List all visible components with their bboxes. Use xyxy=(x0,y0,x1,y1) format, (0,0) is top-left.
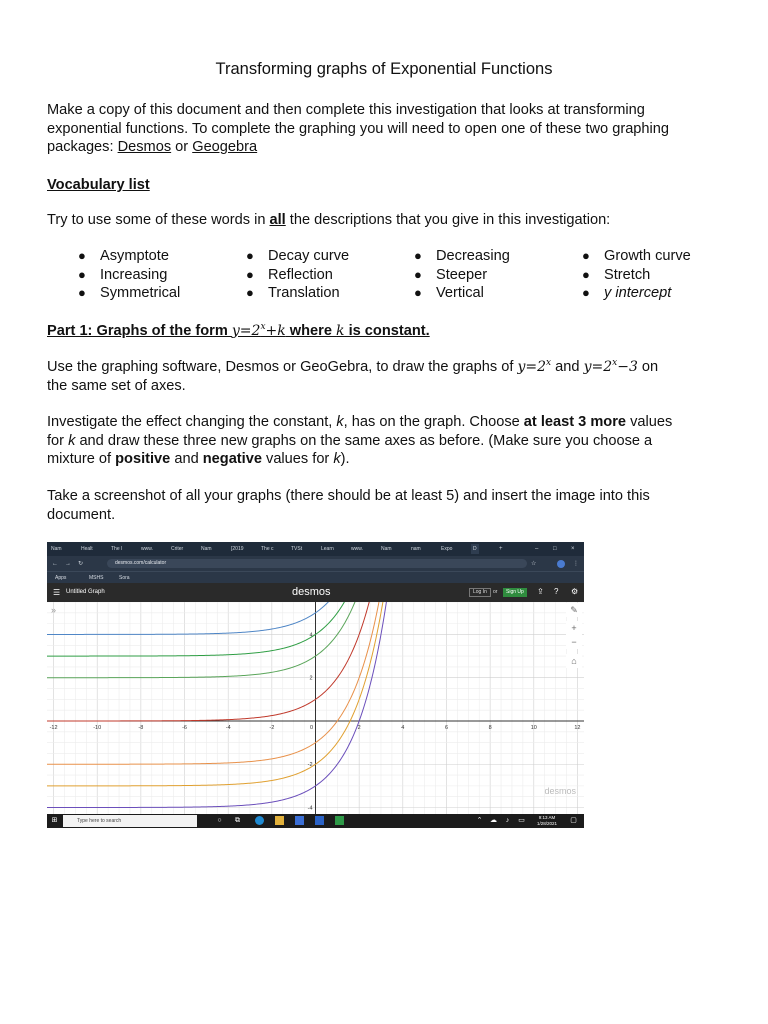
browser-tab[interactable]: [2019 xyxy=(231,546,244,552)
list-item: ● y intercept xyxy=(582,285,672,302)
bookmark-item[interactable]: MSHS xyxy=(89,575,104,581)
vocab-column-4 xyxy=(582,248,691,304)
list-item: ● Reflection xyxy=(246,266,333,283)
zoom-in-button[interactable]: + xyxy=(566,621,582,635)
browser-tab[interactable]: nam xyxy=(411,546,421,552)
x-tick-label: 0 xyxy=(309,724,314,731)
vocab-column-3 xyxy=(414,248,510,304)
or-label: or xyxy=(493,589,498,595)
list-item: ● Stretch xyxy=(582,266,651,283)
cortana-icon[interactable]: ○ xyxy=(217,817,222,824)
forward-icon[interactable]: → xyxy=(65,561,71,567)
browser-tab[interactable]: Criter xyxy=(171,546,184,552)
windows-icon[interactable]: ⊞ xyxy=(51,817,58,824)
help-icon[interactable]: ? xyxy=(554,587,559,596)
avatar[interactable] xyxy=(557,560,565,568)
series-line xyxy=(47,602,392,808)
login-button[interactable]: Log In xyxy=(469,588,491,597)
star-icon[interactable]: ☆ xyxy=(531,561,537,567)
list-item: ● Translation xyxy=(246,285,340,302)
signup-button[interactable]: Sign Up xyxy=(503,588,527,597)
instruction-paragraph-3: Take a screenshot of all your graphs (there should be at least 5) and insert the image into this document. xyxy=(47,488,650,523)
settings-icon[interactable]: ⚙ xyxy=(571,587,579,596)
close-icon[interactable]: × xyxy=(571,546,575,552)
browser-tab[interactable]: Nam xyxy=(381,546,392,552)
minimize-icon[interactable]: – xyxy=(535,546,539,552)
intro-line-1: Make a copy of this document and then complete this investigation that looks at transforming xyxy=(47,102,645,118)
intro-paragraph xyxy=(47,101,723,157)
x-tick-label: -8 xyxy=(138,724,144,731)
geogebra-link[interactable]: Geogebra xyxy=(192,139,258,155)
wrench-icon[interactable]: ✎ xyxy=(566,603,582,617)
browser-tab[interactable]: Nam xyxy=(51,546,62,552)
x-tick-label: 4 xyxy=(401,724,405,731)
vocab-instructions: Try to use some of these words in all the descriptions that you give in this investigation: xyxy=(47,212,611,228)
browser-tab[interactable]: The I xyxy=(111,546,123,552)
home-icon[interactable]: ⌂ xyxy=(566,654,582,668)
x-tick-label: -4 xyxy=(225,724,231,731)
list-item: ● Increasing xyxy=(78,266,168,283)
bookmark-item[interactable]: Apps xyxy=(55,575,67,581)
menu-icon[interactable]: ☰ xyxy=(53,588,61,597)
exponential-chart[interactable] xyxy=(47,602,584,814)
tray-up-icon[interactable]: ⌃ xyxy=(476,817,483,824)
x-tick-label: 8 xyxy=(488,724,492,731)
list-item: ● Decreasing xyxy=(414,248,510,264)
series-line xyxy=(47,602,385,764)
x-tick-label: 12 xyxy=(574,724,581,731)
x-tick-label: -2 xyxy=(269,724,275,731)
y-tick-label: 2 xyxy=(309,675,313,682)
vocab-column-1 xyxy=(78,248,180,304)
maximize-icon[interactable]: □ xyxy=(553,546,557,552)
x-tick-label: 2 xyxy=(357,724,361,731)
address-input[interactable]: desmos.com/calculator xyxy=(107,559,527,568)
list-item: ● Asymptote xyxy=(78,248,169,264)
instruction-paragraph-2: Investigate the effect changing the constant, k, has on the graph. Choose at least 3 more values for k and draw these three new graphs on the same axes as before. (Make sure you choose a mixture of positive and negative values for k). xyxy=(47,414,673,467)
share-icon[interactable]: ⇪ xyxy=(537,587,544,596)
list-item: ● Symmetrical xyxy=(78,285,181,302)
task-view-icon[interactable]: ⧉ xyxy=(235,817,240,824)
intro-line-2: exponential functions. To complete the graphing you will need to open one of these two graphing xyxy=(47,120,670,137)
file-explorer-icon[interactable] xyxy=(275,816,284,825)
desmos-logo: desmos xyxy=(292,586,331,598)
bookmark-item[interactable]: Sora xyxy=(119,575,130,581)
browser-tab[interactable]: The c xyxy=(261,546,274,552)
browser-tab[interactable]: www. xyxy=(351,546,363,552)
taskbar-clock: 9:13 AM 1/28/2021 xyxy=(537,815,558,826)
back-icon[interactable]: ← xyxy=(52,561,58,567)
notification-icon[interactable]: ▢ xyxy=(570,817,577,824)
list-item: ● Vertical xyxy=(414,285,484,302)
volume-icon[interactable]: ♪ xyxy=(505,817,510,824)
browser-tab[interactable]: www. xyxy=(141,546,153,552)
x-tick-label: 10 xyxy=(530,724,537,731)
more-icon[interactable]: ⋮ xyxy=(573,561,579,567)
series-line xyxy=(47,602,389,786)
graph-canvas[interactable] xyxy=(47,602,584,814)
edge-icon[interactable] xyxy=(255,816,264,825)
browser-url-bar xyxy=(47,556,584,571)
browser-tab[interactable]: Learn xyxy=(321,546,334,552)
list-item: ● Growth curve xyxy=(582,248,691,264)
part1-heading: Part 1: Graphs of the form $y=2^x+k$ where k is constant. xyxy=(47,322,430,339)
series-line xyxy=(47,602,379,721)
list-item: ● Steeper xyxy=(414,266,488,283)
y-tick-label: -2 xyxy=(307,762,313,769)
desmos-link[interactable]: Desmos xyxy=(117,139,172,155)
new-tab-button[interactable]: + xyxy=(499,546,503,552)
reload-icon[interactable]: ↻ xyxy=(78,561,84,567)
x-tick-label: -12 xyxy=(49,724,58,731)
desmos-watermark: desmos xyxy=(544,786,576,796)
x-tick-label: -6 xyxy=(182,724,187,731)
browser-tab[interactable]: Expo xyxy=(441,546,453,552)
expand-icon[interactable]: » xyxy=(51,605,57,615)
series-line xyxy=(47,602,354,634)
zoom-out-button[interactable]: − xyxy=(566,635,582,649)
network-icon[interactable]: ▭ xyxy=(518,817,525,824)
browser-tab[interactable]: Nam xyxy=(201,546,212,552)
browser-tab-active[interactable]: D xyxy=(473,546,477,552)
page-title: Transforming graphs of Exponential Functions xyxy=(215,60,553,78)
chrome-icon[interactable] xyxy=(335,816,344,825)
taskbar-search-input[interactable]: Type here to search xyxy=(63,815,197,827)
browser-tab[interactable]: TVSt xyxy=(291,546,303,552)
browser-tab-bar xyxy=(47,542,584,556)
windows-taskbar xyxy=(47,814,584,828)
series-line xyxy=(47,602,368,678)
desmos-header xyxy=(47,583,584,602)
vocab-column-2 xyxy=(246,248,349,304)
vocab-heading: Vocabulary list xyxy=(47,177,150,193)
bookmarks-bar xyxy=(47,571,584,583)
y-tick-label: -4 xyxy=(307,805,313,812)
y-tick-label: 4 xyxy=(309,632,313,639)
instruction-paragraph-1: Use the graphing software, Desmos or GeoGebra, to draw the graphs of $y=2^x$ and $y=2^x-3$ on the same set of axes. xyxy=(47,358,659,394)
list-item: ● Decay curve xyxy=(246,248,350,264)
graph-title[interactable]: Untitled Graph xyxy=(66,589,105,595)
x-tick-label: -10 xyxy=(93,724,102,731)
store-icon[interactable] xyxy=(295,816,304,825)
cloud-icon[interactable]: ☁ xyxy=(490,817,497,824)
intro-line-3: packages: Desmos or Geogebra xyxy=(47,139,258,155)
outlook-icon[interactable] xyxy=(315,816,324,825)
browser-tab[interactable]: Healt xyxy=(81,546,93,552)
desmos-screenshot xyxy=(47,542,584,828)
x-tick-label: 6 xyxy=(444,724,449,731)
